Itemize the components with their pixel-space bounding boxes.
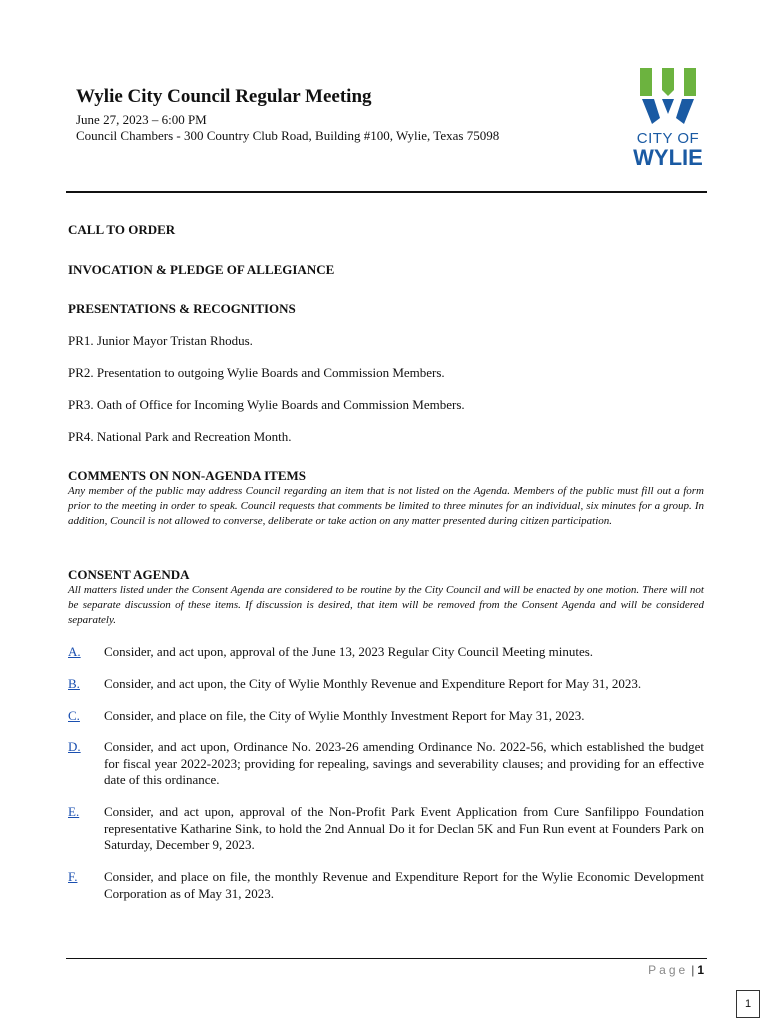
- consent-item-link-e[interactable]: E.: [68, 804, 80, 819]
- presentation-item: PR1. Junior Mayor Tristan Rhodus.: [68, 333, 253, 348]
- invocation-heading: INVOCATION & PLEDGE OF ALLEGIANCE: [68, 262, 335, 277]
- meeting-location: Council Chambers - 300 Country Club Road, Building #100, Wylie, Texas 75098: [76, 128, 500, 143]
- call-to-order-heading: CALL TO ORDER: [68, 222, 176, 237]
- consent-item-link-b[interactable]: B.: [68, 676, 80, 691]
- header-divider: [66, 191, 707, 193]
- footer-divider: [66, 958, 707, 959]
- meeting-date: June 27, 2023 – 6:00 PM: [76, 112, 207, 127]
- presentation-item: PR3. Oath of Office for Incoming Wylie Boards and Commission Members.: [68, 397, 465, 412]
- comments-description: Any member of the public may address Council regarding an item that is not listed on the Agenda. Members of the public must fill out a form prior to the meeting in order to speak. Council requests that comments be limited to three minutes for an individual, six minutes for a group. In addition, Council is not allowed to converse, deliberate or take action on any matter presented during citizen participation.: [68, 485, 704, 527]
- consent-agenda-heading: CONSENT AGENDA: [68, 567, 190, 582]
- wylie-w-mark-icon: [628, 66, 708, 128]
- consent-item-text: Consider, and place on file, the monthly Revenue and Expenditure Report for the Wylie Economic Development Corporation as of May 31, 2023.: [104, 869, 704, 901]
- page-footer: [648, 963, 704, 977]
- consent-item-link-d[interactable]: D.: [68, 739, 81, 754]
- consent-item-link-c[interactable]: C.: [68, 708, 80, 723]
- meeting-title: Wylie City Council Regular Meeting: [76, 86, 372, 107]
- consent-item-text: Consider, and act upon, approval of the June 13, 2023 Regular City Council Meeting minutes.: [104, 644, 594, 659]
- consent-item-text: Consider, and place on file, the City of Wylie Monthly Investment Report for May 31, 2023.: [104, 708, 585, 723]
- city-of-wylie-logo: [628, 66, 708, 170]
- presentations-heading: PRESENTATIONS & RECOGNITIONS: [68, 301, 296, 316]
- comments-heading: COMMENTS ON NON-AGENDA ITEMS: [68, 468, 306, 483]
- page-number: 1: [697, 963, 704, 977]
- consent-item-text: Consider, and act upon, Ordinance No. 2023-26 amending Ordinance No. 2022-56, which established the budget for fiscal year 2022-2023; providing for repealing, savings and severability clauses; and providing for an effective date of this ordinance.: [104, 739, 704, 787]
- consent-item-text: Consider, and act upon, the City of Wylie Monthly Revenue and Expenditure Report for May 31, 2023.: [104, 676, 642, 691]
- presentation-item: PR2. Presentation to outgoing Wylie Boards and Commission Members.: [68, 365, 445, 380]
- consent-agenda-description: All matters listed under the Consent Agenda are considered to be routine by the City Council and will be enacted by one motion. There will not be separate discussion of these items. If discussion is desired, that item will be removed from the Consent Agenda and will be considered separately.: [68, 584, 704, 626]
- logo-wylie-text: WYLIE: [633, 145, 703, 170]
- consent-item-link-f[interactable]: F.: [68, 869, 78, 884]
- page-separator: |: [691, 963, 695, 977]
- presentation-item: PR4. National Park and Recreation Month.: [68, 429, 292, 444]
- logo-city-of-text: CITY OF: [636, 130, 700, 147]
- consent-item-link-a[interactable]: A.: [68, 644, 81, 659]
- consent-item-text: Consider, and act upon, approval of the Non-Profit Park Event Application from Cure Sanfilippo Foundation representative Katharine Sink, to hold the 2nd Annual Do it for Declan 5K and Fun Run event at Founders Park on Saturday, December 9, 2023.: [104, 804, 704, 852]
- page-word: Page: [648, 963, 689, 977]
- page-number-badge: 1: [736, 990, 760, 1018]
